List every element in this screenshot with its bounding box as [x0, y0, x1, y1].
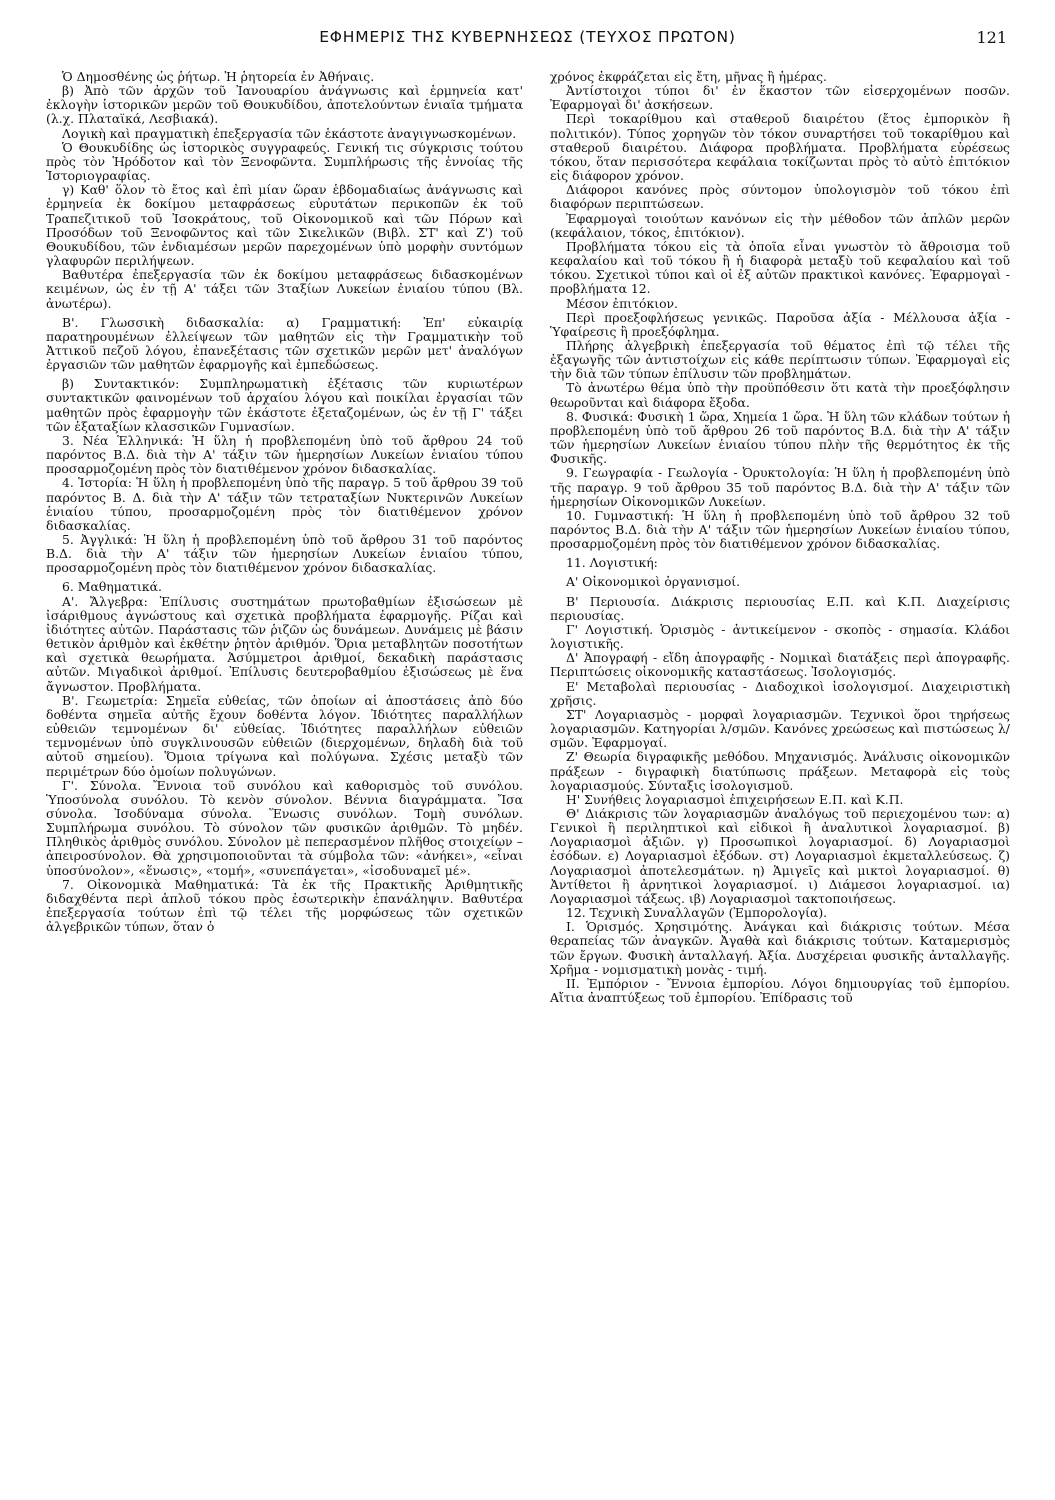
paragraph: 8. Φυσικά: Φυσικὴ 1 ὥρα, Χημεία 1 ὥρα. Ἡ ὕλη τῶν κλάδων τούτων ἡ προβλεπομένη ὑπὸ τοῦ ἄρθρου 26 τοῦ παρόντος Β.Δ. διὰ τὴν Α' τάξιν τῶν ἡμερησίων Λυκείων ἑνιαίου τύπου πλὴν τῆς θερμότητος ἐκ τῆς Φυσικῆς.	[550, 408, 1010, 467]
gazette-title: ΕΦΗΜΕΡΙΣ ΤΗΣ ΚΥΒΕΡΝΗΣΕΩΣ (ΤΕΥΧΟΣ ΠΡΩΤΟΝ)	[319, 28, 736, 46]
paragraph: β) Συντακτικόν: Συμπληρωματικὴ ἐξέτασις τῶν κυριωτέρων συντακτικῶν φαινομένων τοῦ ἀρχαίου λόγου καὶ ποικίλαι ἐργασίαι τῶν μαθητῶν πρὸς ἐφαρμογὴν τῶν ἑκάστοτε ἐξεταζομένων, ὡς ἐν τῇ Γ' τάξει τῶν ἑξαταξίων κλασσικῶν Γυμνασίων.	[46, 376, 523, 434]
paragraph: γ) Καθ' ὅλον τὸ ἔτος καὶ ἐπὶ μίαν ὥραν ἑβδομαδιαίως ἀνάγνωσις καὶ ἑρμηνεία ἐκ δοκίμου μεταφράσεως εὐρυτάτων περικοπῶν ἐκ τοῦ Τραπεζιτικοῦ τοῦ Ἰσοκράτους, τοῦ Οἰκονομικοῦ καὶ τῶν Πόρων καὶ Προσόδων τοῦ Ξενοφῶντος καὶ τῶν Σικελικῶν (Βιβλ. ΣΤ' καὶ Ζ') τοῦ Θουκυδίδου, τῶν ἐνδιαμέσων μερῶν παρεχομένων ὑπὸ μορφὴν συντόμων γλαφυρῶν περιλήψεων.	[46, 182, 523, 269]
paragraph: Ὁ Δημοσθένης ὡς ῥήτωρ. Ἡ ῥητορεία ἐν Ἀθήναις.	[62, 70, 375, 84]
paragraph: ΣΤ' Λογαριασμὸς - μορφαὶ λογαριασμῶν. Τεχνικοὶ ὅροι τηρήσεως λογαριασμῶν. Κατηγορίαι λ/σμῶν. Κανόνες χρεώσεως καὶ πιστώσεως λ/σμῶν. Ἐφαρμογαί.	[550, 706, 1010, 751]
column-divider	[536, 72, 537, 1482]
paragraph: Ὁ Θουκυδίδης ὡς ἱστορικὸς συγγραφεύς. Γενική τις σύγκρισις τούτου πρὸς τὸν Ἡρόδοτον καὶ τὸν Ξενοφῶντα. Συμπλήρωσις τῆς ἐννοίας τῆς Ἱστοριογραφίας.	[46, 139, 523, 184]
page-header	[0, 28, 1055, 54]
page-number: 121	[976, 28, 1007, 47]
paragraph: Διάφοροι κανόνες πρὸς σύντομον ὑπολογισμὸν τοῦ τόκου ἐπὶ διαφόρων περιπτώσεων.	[550, 182, 1010, 212]
paragraph: 5. Ἀγγλικά: Ἡ ὕλη ἡ προβλεπομένη ὑπὸ τοῦ ἄρθρου 31 τοῦ παρόντος Β.Δ. διὰ τὴν Α' τάξιν τῶν ἡμερησίων Λυκείων ἑνιαίου τύπου, προσαρμοζομένη πρὸς τὸν διατιθέμενον χρόνον διδασκαλίας.	[46, 532, 523, 576]
paragraph: Α' Οἰκονομικοὶ ὀργανισμοί.	[566, 574, 741, 590]
paragraph: 10. Γυμναστική: Ἡ ὕλη ἡ προβλεπομένη ὑπὸ τοῦ ἄρθρου 32 τοῦ παρόντος Β.Δ. διὰ τὴν Α' τάξιν τῶν ἡμερησίων Λυκείων ἑνιαίου τύπου, προσαρμοζομένη πρὸς τὸν διατιθέμενον χρόνον διδασκαλίας.	[550, 507, 1010, 552]
paragraph: 3. Νέα Ἑλληνικά: Ἡ ὕλη ἡ προβλεπομένη ὑπὸ τοῦ ἄρθρου 24 τοῦ παρόντος Β.Δ. διὰ τὴν Α' τάξιν τῶν ἡμερησίων Λυκείων ἑνιαίου τύπου προσαρμοζομένη πρὸς τὸν διατιθέμενον χρόνον διδασκαλίας.	[46, 432, 523, 477]
paragraph: Τὸ ἀνωτέρω θέμα ὑπὸ τὴν προϋπόθεσιν ὅτι κατὰ τὴν προεξόφλησιν θεωροῦνται καὶ διάφορα ἔξοδα.	[550, 380, 1010, 410]
paragraph: 9. Γεωγραφία - Γεωλογία - Ὀρυκτολογία: Ἡ ὕλη ἡ προβλεπομένη ὑπὸ τῆς παραγρ. 9 τοῦ ἄρθρου 35 τοῦ παρόντος Β.Δ. διὰ τὴν Α' τάξιν τῶν ἡμερησίων Οἰκονομικῶν Λυκείων.	[550, 465, 1010, 509]
paragraph: Μέσον ἐπιτόκιον.	[566, 295, 678, 311]
section-heading: 6. Μαθηματικά.	[62, 579, 162, 595]
paragraph: Γ'. Σύνολα. Ἔννοια τοῦ συνόλου καὶ καθορισμὸς τοῦ συνόλου. Ὑποσύνολα συνόλου. Τὸ κενὸν σύνολον. Βέννια διαγράμματα. Ἴσα σύνολα. Ἰσοδύναμα σύνολα. Ἕνωσις συνόλων. Τομὴ συνόλων. Συμπλήρωμα συνόλου. Τὸ σύνολον τῶν φυσικῶν ἀριθμῶν. Τὸ μηδέν. Πληθικὸς ἀριθμὸς συνόλου. Σύνολον μὲ πεπερασμένον πλῆθος στοιχείων – ἀπειροσύνολον. Θὰ χρησιμοποιοῦνται τὰ σύμβολα τῶν: «ἀνήκει», «εἶναι ὑποσύνολον», «ἕνωσις», «τομή», «συνεπάγεται», «ἰσοδυναμεῖ μέ».	[46, 777, 523, 878]
paragraph: Α'. Ἄλγεβρα: Ἐπίλυσις συστημάτων πρωτοβαθμίων ἐξισώσεων μὲ ἰσάριθμους ἀγνώστους καὶ σχετικὰ προβλήματα ἐφαρμογῆς. Ρίζαι καὶ ἰδιότητες αὐτῶν. Παράστασις τῶν ῥιζῶν ὡς δυνάμεων. Δυνάμεις μὲ βάσιν θετικὸν ἀριθμὸν καὶ ἐκθέτην ῥητὸν ἀριθμόν. Ὅρια μεταβλητῶν ποσοτήτων καὶ σχετικὰ θεωρήματα. Ἀσύμμετροι ἀριθμοί, δεκαδικὴ παράστασις αὐτῶν. Μιγαδικοὶ ἀριθμοί. Ἐπίλυσις δευτεροβαθμίου ἐξισώσεως μὲ ἕνα ἄγνωστον. Προβλήματα.	[46, 593, 523, 694]
paragraph: Προβλήματα τόκου εἰς τὰ ὁποῖα εἶναι γνωστὸν τὸ ἄθροισμα τοῦ κεφαλαίου καὶ τοῦ τόκου ἢ ἡ διαφορὰ μεταξὺ τοῦ κεφαλαίου καὶ τοῦ τόκου. Σχετικοὶ τύποι καὶ οἱ ἐξ αὐτῶν πρακτικοὶ κανόνες. Ἐφαρμογαὶ - προβλήματα 12.	[550, 238, 1010, 297]
paragraph: β) Ἀπὸ τῶν ἀρχῶν τοῦ Ἰανουαρίου ἀνάγνωσις καὶ ἑρμηνεία κατ' ἐκλογὴν ἱστορικῶν μερῶν τοῦ Θουκυδίδου, ἀποτελούντων ἑνιαῖα τμήματα (λ.χ. Πλαταϊκά, Λεσβιακά).	[46, 83, 523, 127]
paragraph: ΙΙ. Ἐμπόριον - Ἔννοια ἐμπορίου. Λόγοι δημιουργίας τοῦ ἐμπορίου. Αἴτια ἀναπτύξεως τοῦ ἐμπορίου. Ἐπίδρασις τοῦ	[550, 975, 1010, 1005]
paragraph: Ζ' Θεωρία διγραφικῆς μεθόδου. Μηχανισμός. Ἀνάλυσις οἰκονομικῶν πράξεων - διγραφικὴ διατύπωσις πράξεων. Μεταφορὰ εἰς τοὺς λογαριασμούς. Σύνταξις ἰσολογισμοῦ.	[550, 749, 1010, 793]
section-heading: 11. Λογιστική:	[566, 555, 658, 571]
paragraph: 7. Οἰκονομικὰ Μαθηματικά: Τὰ ἐκ τῆς Πρακτικῆς Ἀριθμητικῆς διδαχθέντα περὶ ἁπλοῦ τόκου πρὸς ἐσωτερικὴν ἐπανάληψιν. Βαθυτέρα ἐπεξεργασία τούτων ἐπὶ τῷ τέλει τῆς μορφώσεως τῶν σχετικῶν ἀλγεβρικῶν τύπων, ὅταν ὁ	[46, 876, 523, 935]
paragraph: Γ' Λογιστική. Ὁρισμὸς - ἀντικείμενον - σκοπὸς - σημασία. Κλάδοι λογιστικῆς.	[550, 621, 1010, 652]
paragraph: Περὶ προεξοφλήσεως γενικῶς. Παροῦσα ἀξία - Μέλλουσα ἀξία - Ὑφαίρεσις ἢ προεξόφλημα.	[550, 309, 1010, 339]
paragraph: Πλήρης ἀλγεβρικὴ ἐπεξεργασία τοῦ θέματος ἐπὶ τῷ τέλει τῆς ἐξαγωγῆς τῶν ἀντιστοίχων εἰς κάθε περίπτωσιν τύπων. Ἐφαρμογαὶ εἰς τὴν διὰ τῶν τύπων ἐπίλυσιν τῶν προβλημάτων.	[550, 337, 1010, 382]
paragraph: Η' Συνήθεις λογαριασμοὶ ἐπιχειρήσεων Ε.Π. καὶ Κ.Π.	[566, 791, 904, 807]
paragraph: Βαθυτέρα ἐπεξεργασία τῶν ἐκ δοκίμου μεταφράσεως διδασκομένων κειμένων, ὡς ἐν τῇ Α' τάξει τῶν 3ταξίων Λυκείων ἐνιαίου τύπου (Βλ. ἀνωτέρω).	[46, 267, 523, 311]
paragraph: Ἐφαρμογαὶ τοιούτων κανόνων εἰς τὴν μέθοδον τῶν ἁπλῶν μερῶν (κεφάλαιον, τόκος, ἐπιτόκιον).	[550, 210, 1010, 240]
paragraph: χρόνος ἐκφράζεται εἰς ἔτη, μῆνας ἢ ἡμέρας.	[550, 70, 827, 84]
paragraph: Θ' Διάκρισις τῶν λογαριασμῶν ἀναλόγως τοῦ περιεχομένου των: α) Γενικοὶ ἢ περιληπτικοὶ καὶ εἰδικοὶ ἢ ἀναλυτικοὶ λογαριασμοί. β) Λογαριασμοὶ ἀξιῶν. γ) Προσωπικοὶ λογαριασμοί. δ) Λογαριασμοὶ ἐσόδων. ε) Λογαριασμοὶ ἐξόδων. στ) Λογαριασμοὶ ἐκμεταλλεύσεως. ζ) Λογαριασμοὶ ἀποτελεσμάτων. η) Ἁμιγεῖς καὶ μικτοὶ λογαριασμοί. θ) Ἀντίθετοι ἢ ἀρνητικοὶ λογαριασμοί. ι) Διάμεσοι λογαριασμοί. ια) Λογαριασμοὶ τάξεως. ιβ) Λογαριασμοὶ τακτοποιήσεως.	[550, 805, 1010, 906]
paragraph: Β'. Γεωμετρία: Σημεῖα εὐθείας, τῶν ὁποίων αἱ ἀποστάσεις ἀπὸ δύο δοθέντα σημεῖα αὐτῆς ἔχουν δοθέντα λόγον. Ἰδιότητες παραλλήλων εὐθειῶν τεμνομένων δι' εὐθείας. Ἰδιότητες παραλλήλων εὐθειῶν τεμνομένων ὑπὸ συγκλινουσῶν εὐθειῶν (διερχομένων, δηλαδὴ διὰ τοῦ αὐτοῦ σημείου). Ὅμοια τρίγωνα καὶ πολύγωνα. Σχέσις μεταξὺ τῶν περιμέτρων δύο ὁμοίων πολυγώνων.	[46, 692, 523, 779]
right-column	[550, 70, 1010, 1488]
paragraph: Λογικὴ καὶ πραγματικὴ ἐπεξεργασία τῶν ἑκάστοτε ἀναγιγνωσκομένων.	[62, 125, 517, 141]
paragraph: 4. Ἱστορία: Ἡ ὕλη ἡ προβλεπομένη ὑπὸ τῆς παραγρ. 5 τοῦ ἄρθρου 39 τοῦ παρόντος Β. Δ. διὰ τὴν Α' τάξιν τῶν τετραταξίων Νυκτερινῶν Λυκείων ἑνιαίου τύπου, προσαρμοζομένη πρὸς τὸν διατιθέμενον χρόνον διδασκαλίας.	[46, 475, 523, 533]
paragraph: 12. Τεχνικὴ Συναλλαγῶν (Ἐμπορολογία).	[566, 905, 828, 921]
left-column	[46, 70, 523, 1488]
paragraph: Ι. Ὁρισμός. Χρησιμότης. Ἀνάγκαι καὶ διάκρισις τούτων. Μέσα θεραπείας τῶν ἀναγκῶν. Ἀγαθὰ καὶ διάκρισις τούτων. Καταμερισμὸς τῶν ἔργων. Φυσικὴ ἀνταλλαγή. Ἀξία. Δυσχέρειαι φυσικῆς ἀνταλλαγῆς. Χρῆμα - νομισματικὴ μονὰς - τιμή.	[550, 919, 1010, 977]
paragraph: Ἀντίστοιχοι τύποι δι' ἐν ἕκαστον τῶν εἰσερχομένων ποσῶν. Ἐφαρμογαὶ δι' ἀσκήσεων.	[550, 83, 1010, 113]
paragraph: Περὶ τοκαρίθμου καὶ σταθεροῦ διαιρέτου (ἔτος ἐμπορικὸν ἢ πολιτικόν). Τύπος χορηγῶν τὸν τόκον συναρτήσει τοῦ τοκαρίθμου καὶ σταθεροῦ διαιρέτου. Διάφορα προβλήματα. Προβλήματα εὑρέσεως τόκου, ὅταν περισσότερα κεφάλαια τοκίζωνται πρὸς τὸ αὐτὸ ἐπιτόκιον εἰς διάφορον χρόνον.	[550, 111, 1010, 184]
paragraph: Β'. Γλωσσικὴ διδασκαλία: α) Γραμματική: Ἐπ' εὐκαιρίᾳ παρατηρουμένων ἐλλείψεων τῶν μαθητῶν εἰς τὴν Γραμματικὴν τοῦ Ἀττικοῦ πεζοῦ λόγου, ἐπανεξέτασις τῶν σχετικῶν μερῶν μετ' ἀναλόγων ἐργασιῶν τῶν μαθητῶν ἐφαρμογῆς καὶ ἐμπεδώσεως.	[46, 314, 523, 373]
paragraph: Β' Περιουσία. Διάκρισις περιουσίας Ε.Π. καὶ Κ.Π. Διαχείρισις περιουσίας.	[550, 593, 1010, 623]
paragraph: Ε' Μεταβολαὶ περιουσίας - Διαδοχικοὶ ἰσολογισμοί. Διαχειριστικὴ χρῆσις.	[550, 678, 1010, 708]
paragraph: Δ' Ἀπογραφή - εἴδη ἀπογραφῆς - Νομικαὶ διατάξεις περὶ ἀπογραφῆς. Περιπτώσεις οἰκονομικῆς καταστάσεως. Ἰσολογισμός.	[550, 650, 1010, 680]
